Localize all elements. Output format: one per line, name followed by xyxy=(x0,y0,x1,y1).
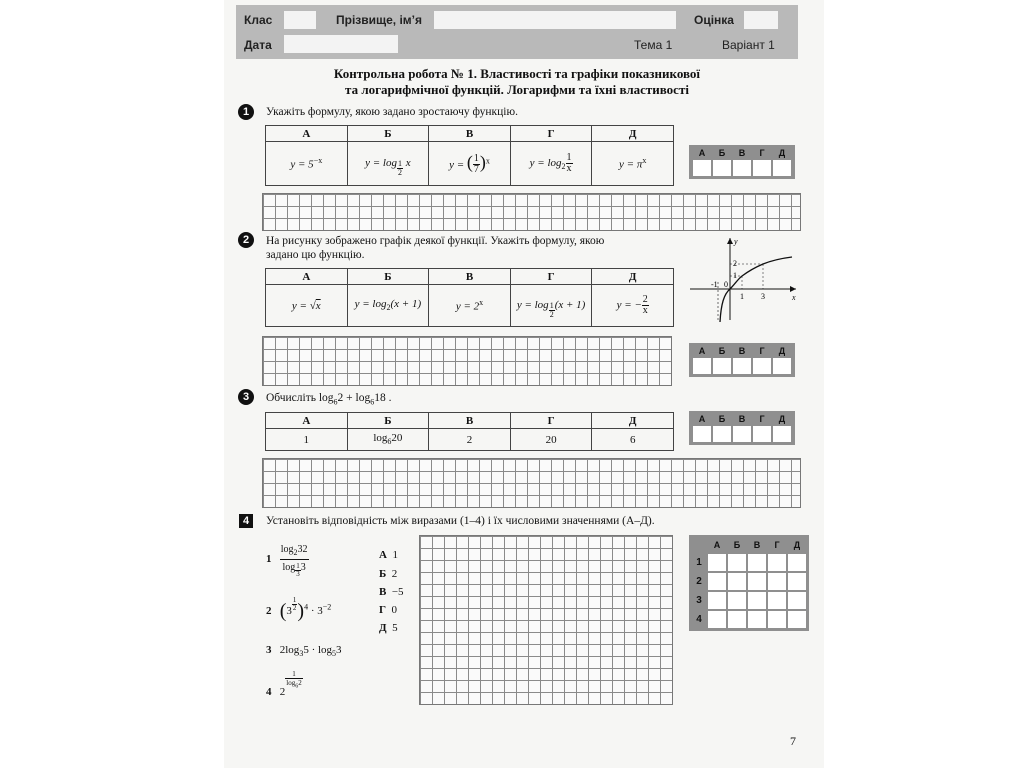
q4-answer-matrix: А Б В Г Д 1 2 3 4 xyxy=(689,535,809,631)
q4-cell[interactable] xyxy=(768,573,786,590)
q1-answer-cell-e[interactable] xyxy=(773,160,791,176)
question-4-number: 4 xyxy=(239,514,253,528)
option-e-header: Д xyxy=(592,126,674,142)
q2-option-d: y = log $\frac{1}{2}$ (x + 1) xyxy=(510,285,592,327)
option-e-header: Д xyxy=(592,269,674,285)
q1-option-e: $y = \pi^x$ xyxy=(592,142,674,186)
q3-answer-cell-e[interactable] xyxy=(773,426,791,442)
option-b-header: Б xyxy=(347,126,429,142)
option-a-header: А xyxy=(266,269,348,285)
question-4-text: Установіть відповідність між виразами (1–4) і їх числовими значеннями (А–Д). xyxy=(266,515,655,527)
option-d-header: Г xyxy=(510,269,592,285)
tick-label-origin: 0 xyxy=(724,280,728,289)
q3-option-e: 6 xyxy=(592,429,674,451)
q4-cell[interactable] xyxy=(788,554,806,571)
q3-work-grid[interactable] xyxy=(262,458,801,508)
q4-expression-1: 1 $\log_232$ log $\frac{1}{3}$ 3 xyxy=(266,544,308,578)
q4-cell[interactable] xyxy=(708,592,726,609)
q2-answer-cell-a[interactable] xyxy=(693,358,711,374)
option-d-header: Г xyxy=(510,126,592,142)
q4-choice-b: Б 2 xyxy=(379,568,398,580)
q1-answer-cell-b[interactable] xyxy=(713,160,731,176)
q4-cell[interactable] xyxy=(708,611,726,628)
q4-cell[interactable] xyxy=(788,592,806,609)
option-a-header: А xyxy=(266,126,348,142)
question-1-number: 1 xyxy=(238,104,254,120)
q4-cell[interactable] xyxy=(768,592,786,609)
q2-option-c: $y = 2^x$ xyxy=(429,285,511,327)
q4-expression-2: 2 (3 $\frac{1}{2}$ )$^4 \cdot 3^{-2}$ xyxy=(266,596,332,622)
q3-option-d: 20 xyxy=(510,429,592,451)
q4-cell[interactable] xyxy=(748,573,766,590)
question-1-options xyxy=(265,125,674,186)
q4-cell[interactable] xyxy=(748,592,766,609)
option-c-header: В xyxy=(429,269,511,285)
q2-answer-cell-c[interactable] xyxy=(733,358,751,374)
q4-cell[interactable] xyxy=(728,554,746,571)
q2-answer-cell-b[interactable] xyxy=(713,358,731,374)
q4-cell[interactable] xyxy=(788,573,806,590)
q3-option-b: $\log_620$ xyxy=(347,429,429,451)
q4-choice-d: Г 0 xyxy=(379,604,397,616)
tick-label-x-minus1: -1 xyxy=(711,280,718,289)
q1-option-d: $y = \log_2$ $\frac{1}{x}$ xyxy=(510,142,592,186)
q4-cell[interactable] xyxy=(768,554,786,571)
page-number: 7 xyxy=(790,734,796,748)
option-b-header: Б xyxy=(347,413,429,429)
q1-option-b: y = log $\frac{1}{2}$ x xyxy=(347,142,429,186)
tick-label-x1: 1 xyxy=(740,292,744,301)
date-label: Дата xyxy=(244,38,272,52)
grade-label: Оцінка xyxy=(694,13,734,27)
q1-answer-cell-a[interactable] xyxy=(693,160,711,176)
name-field[interactable] xyxy=(434,11,676,29)
q2-option-a: y = √x xyxy=(266,285,348,327)
option-a-header: А xyxy=(266,413,348,429)
question-3-options xyxy=(265,412,674,451)
class-label: Клас xyxy=(244,13,273,27)
q1-answer-cell-d[interactable] xyxy=(753,160,771,176)
q3-answer-cell-d[interactable] xyxy=(753,426,771,442)
question-2-text-line2: задано цю функцію. xyxy=(266,249,365,261)
q1-option-c: y = ( $\frac{1}{7}$ )$^x$ xyxy=(429,142,511,186)
student-info-header xyxy=(236,5,798,59)
q4-cell[interactable] xyxy=(788,611,806,628)
q3-answer-cell-c[interactable] xyxy=(733,426,751,442)
q1-work-grid[interactable] xyxy=(262,193,801,231)
q2-answer-cell-d[interactable] xyxy=(753,358,771,374)
q1-option-a: $y = 5^{-x}$ xyxy=(266,142,348,186)
q4-cell[interactable] xyxy=(728,592,746,609)
q2-option-b: $y = \log_2(x + 1)$ xyxy=(347,285,429,327)
q3-answer-cell-a[interactable] xyxy=(693,426,711,442)
q4-cell[interactable] xyxy=(708,573,726,590)
y-axis-arrow xyxy=(727,238,733,244)
q4-expression-4: 4 2 $\frac{1}{\log_62}$ xyxy=(266,670,302,698)
question-1-text: Укажіть формулу, якою задано зростаючу функцію. xyxy=(266,106,518,118)
page-title-line1: Контрольна робота № 1. Властивості та графіки показникової xyxy=(333,66,701,81)
q4-cell[interactable] xyxy=(768,611,786,628)
date-field[interactable] xyxy=(284,35,398,53)
q4-choice-c: В −5 xyxy=(379,586,404,598)
tick-label-y1: 1 xyxy=(733,271,737,280)
tick-label-y2: 2 xyxy=(733,259,737,268)
q2-function-graph xyxy=(688,232,800,324)
q3-option-c: 2 xyxy=(429,429,511,451)
q2-work-grid[interactable] xyxy=(262,336,672,386)
q2-option-e: y = − $\frac{2}{x}$ xyxy=(592,285,674,327)
grade-field[interactable] xyxy=(744,11,778,29)
topic-label: Тема 1 xyxy=(634,38,673,52)
q2-answer-box: А Б В Г Д xyxy=(689,343,795,377)
class-field[interactable] xyxy=(284,11,316,29)
q4-cell[interactable] xyxy=(748,554,766,571)
question-2-number: 2 xyxy=(238,232,254,248)
q3-answer-cell-b[interactable] xyxy=(713,426,731,442)
question-2-text-line1: На рисунку зображено графік деякої функції. Укажіть формулу, якою xyxy=(266,235,605,247)
name-label: Прізвище, ім’я xyxy=(336,13,423,27)
option-c-header: В xyxy=(429,413,511,429)
q4-expression-3: 3 $2\log_35 \cdot \log_53$ xyxy=(266,644,342,659)
option-c-header: В xyxy=(429,126,511,142)
question-3-text: Обчисліть $\log_62 + \log_618$ . xyxy=(266,392,392,407)
question-2-options xyxy=(265,268,674,327)
q4-choice-a: А 1 xyxy=(379,549,398,561)
y-axis-label: y xyxy=(734,237,738,246)
option-e-header: Д xyxy=(592,413,674,429)
option-d-header: Г xyxy=(510,413,592,429)
q3-option-a: 1 xyxy=(266,429,348,451)
x-axis-label: x xyxy=(792,293,796,302)
q4-cell[interactable] xyxy=(728,611,746,628)
option-b-header: Б xyxy=(347,269,429,285)
q4-cell[interactable] xyxy=(728,573,746,590)
q4-work-grid[interactable] xyxy=(419,535,673,705)
q4-cell[interactable] xyxy=(748,611,766,628)
x-axis-arrow xyxy=(790,286,796,292)
q1-answer-box: А Б В Г Д xyxy=(689,145,795,179)
q2-answer-cell-e[interactable] xyxy=(773,358,791,374)
q4-choice-e: Д 5 xyxy=(379,622,398,634)
page-title-line2: та логарифмічної функцій. Логарифми та їхні властивості xyxy=(345,82,689,97)
tick-label-x3: 3 xyxy=(761,292,765,301)
q3-answer-box: А Б В Г Д xyxy=(689,411,795,445)
question-3-number: 3 xyxy=(238,389,254,405)
q4-cell[interactable] xyxy=(708,554,726,571)
variant-label: Варіант 1 xyxy=(722,38,775,52)
q1-answer-cell-c[interactable] xyxy=(733,160,751,176)
